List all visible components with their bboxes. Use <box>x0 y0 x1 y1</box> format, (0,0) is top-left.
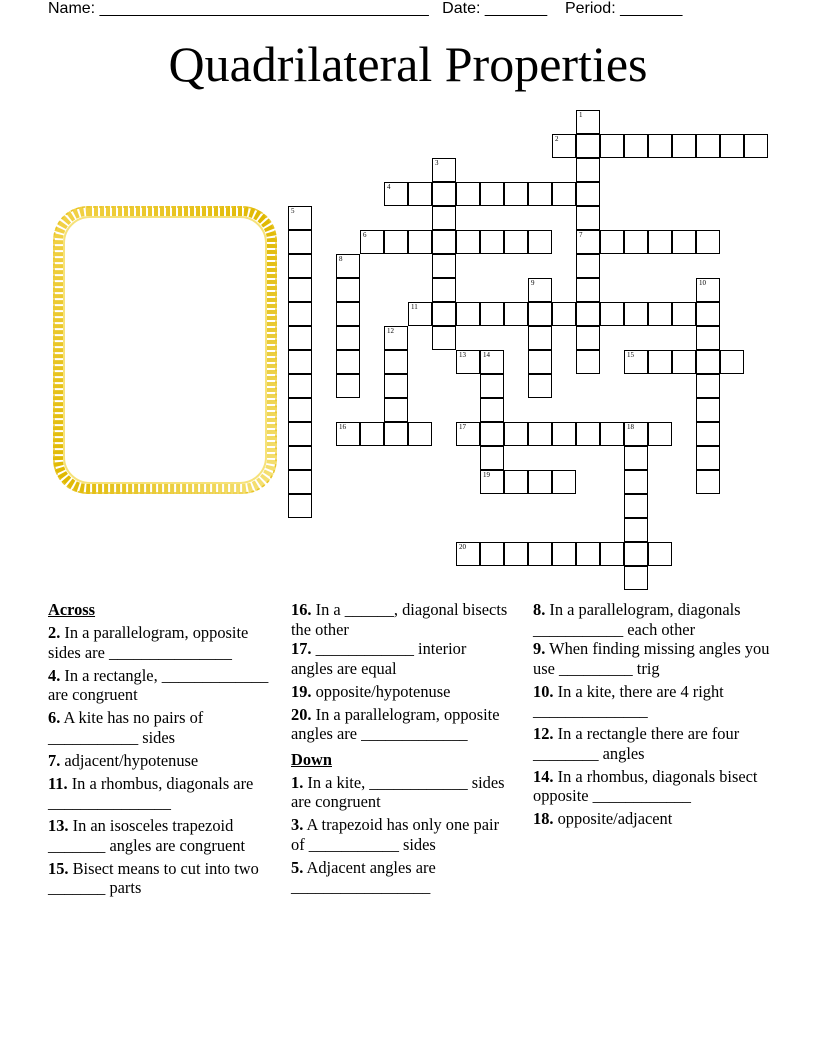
clue-text: opposite/adjacent <box>557 809 673 828</box>
clue-across-15 <box>48 859 284 898</box>
grid-cell[interactable] <box>480 422 504 446</box>
grid-cell[interactable] <box>720 350 744 374</box>
clue-text: In an isosceles trapezoid _______ angles are congruent <box>48 816 246 855</box>
clue-text: In a ______, diagonal bisects the other <box>291 600 512 639</box>
clue-number: 16. <box>291 600 312 619</box>
grid-cell[interactable] <box>504 230 528 254</box>
grid-cell[interactable] <box>576 278 600 302</box>
grid-cell[interactable] <box>696 302 720 326</box>
clue-down-9 <box>533 639 773 678</box>
grid-cell[interactable] <box>456 350 480 374</box>
grid-cell[interactable] <box>696 446 720 470</box>
clue-text: Adjacent angles are _________________ <box>291 857 440 896</box>
grid-cell[interactable] <box>672 302 696 326</box>
grid-cell[interactable] <box>696 278 720 302</box>
clue-text: In a rectangle there are four ________ angles <box>533 724 744 763</box>
grid-cell[interactable] <box>600 422 624 446</box>
grid-cell[interactable] <box>456 542 480 566</box>
grid-cell[interactable] <box>480 398 504 422</box>
clue-text: A kite has no pairs of ___________ sides <box>48 708 208 747</box>
grid-cell[interactable] <box>600 134 624 158</box>
grid-cell[interactable] <box>288 398 312 422</box>
period-label: Period: <box>564 0 616 17</box>
clue-text: In a rhombus, diagonals bisect opposite ____________ <box>533 766 762 805</box>
clue-number: 10. <box>533 681 554 701</box>
grid-cell[interactable] <box>480 230 504 254</box>
grid-cell[interactable] <box>288 422 312 446</box>
grid-cell[interactable] <box>408 230 432 254</box>
grid-cell[interactable] <box>336 278 360 302</box>
grid-cell[interactable] <box>576 158 600 182</box>
grid-cell[interactable] <box>528 542 552 566</box>
grid-cell[interactable] <box>528 326 552 350</box>
grid-cell[interactable] <box>696 134 720 158</box>
clue-number-label: 20 <box>459 543 466 551</box>
grid-cell[interactable] <box>288 302 312 326</box>
grid-cell[interactable] <box>336 374 360 398</box>
clue-text: ____________ interior angles are equal <box>291 639 471 678</box>
clue-number: 7. <box>48 750 61 770</box>
clue-number: 19. <box>291 681 312 701</box>
grid-cell[interactable] <box>624 494 648 518</box>
grid-cell[interactable] <box>648 302 672 326</box>
clue-down-12 <box>533 724 773 763</box>
clue-text: In a rhombus, diagonals are _______________ <box>48 773 258 812</box>
clue-number: 3. <box>291 815 304 834</box>
grid-cell[interactable] <box>288 206 312 230</box>
grid-cell[interactable] <box>384 422 408 446</box>
grid-cell[interactable] <box>288 254 312 278</box>
grid-cell[interactable] <box>600 230 624 254</box>
grid-cell[interactable] <box>432 278 456 302</box>
grid-cell[interactable] <box>504 542 528 566</box>
clue-number: 8. <box>533 600 546 619</box>
grid-cell[interactable] <box>624 446 648 470</box>
grid-cell[interactable] <box>672 350 696 374</box>
grid-cell[interactable] <box>528 470 552 494</box>
grid-cell[interactable] <box>696 350 720 374</box>
grid-cell[interactable] <box>624 518 648 542</box>
grid-cell[interactable] <box>528 350 552 374</box>
grid-cell[interactable] <box>696 230 720 254</box>
clue-number: 5. <box>291 857 304 877</box>
clue-number: 13. <box>48 816 69 835</box>
grid-cell[interactable] <box>696 470 720 494</box>
grid-cell[interactable] <box>384 326 408 350</box>
clue-number: 1. <box>291 772 304 792</box>
grid-cell[interactable] <box>480 542 504 566</box>
grid-cell[interactable] <box>552 302 576 326</box>
grid-cell[interactable] <box>384 374 408 398</box>
clue-number: 20. <box>291 704 312 724</box>
grid-cell[interactable] <box>576 134 600 158</box>
clue-text: In a parallelogram, diagonals ___________ each other <box>533 600 745 639</box>
grid-cell[interactable] <box>624 350 648 374</box>
grid-cell[interactable] <box>288 278 312 302</box>
clue-down-8 <box>533 600 773 639</box>
grid-cell[interactable] <box>360 230 384 254</box>
grid-cell[interactable] <box>336 350 360 374</box>
grid-cell[interactable] <box>288 446 312 470</box>
clue-number-label: 8 <box>339 255 343 263</box>
clues-column-2 <box>291 599 511 897</box>
grid-cell[interactable] <box>624 422 648 446</box>
clue-number: 2. <box>48 623 61 642</box>
worksheet-header <box>48 0 682 18</box>
clue-number-label: 2 <box>555 135 559 143</box>
grid-cell[interactable] <box>528 182 552 206</box>
grid-cell[interactable] <box>384 350 408 374</box>
clue-number: 18. <box>533 809 554 828</box>
grid-cell[interactable] <box>552 422 576 446</box>
grid-cell[interactable] <box>336 254 360 278</box>
grid-cell[interactable] <box>600 542 624 566</box>
clue-number-label: 3 <box>435 159 439 167</box>
grid-cell[interactable] <box>696 422 720 446</box>
grid-cell[interactable] <box>720 134 744 158</box>
grid-cell[interactable] <box>408 422 432 446</box>
grid-cell[interactable] <box>456 422 480 446</box>
clue-down-10 <box>533 682 773 721</box>
clue-across-6 <box>48 708 284 747</box>
clue-number-label: 9 <box>531 279 535 287</box>
clue-number: 11. <box>48 773 68 793</box>
grid-cell[interactable] <box>432 230 456 254</box>
clue-number-label: 10 <box>699 279 706 287</box>
clue-number-label: 5 <box>291 207 295 215</box>
clue-number-label: 12 <box>387 327 394 335</box>
clue-text: In a kite, there are 4 right ______________ <box>533 681 728 720</box>
grid-cell[interactable] <box>336 302 360 326</box>
grid-cell[interactable] <box>504 302 528 326</box>
grid-cell[interactable] <box>480 302 504 326</box>
grid-cell[interactable] <box>336 326 360 350</box>
across-heading: Across <box>48 600 96 619</box>
clue-number: 9. <box>533 639 546 658</box>
clue-across-4 <box>48 666 284 705</box>
clue-across-7 <box>48 751 284 771</box>
clue-text: opposite/hypotenuse <box>315 681 451 701</box>
name-blank[interactable]: _____________________________________ <box>99 0 429 17</box>
grid-cell[interactable] <box>528 422 552 446</box>
grid-cell[interactable] <box>456 182 480 206</box>
grid-cell[interactable] <box>432 158 456 182</box>
clue-text: Bisect means to cut into two _______ parts <box>48 858 263 897</box>
grid-cell[interactable] <box>480 182 504 206</box>
date-label: Date: <box>442 0 481 17</box>
grid-cell[interactable] <box>384 230 408 254</box>
clue-down-18 <box>533 809 773 829</box>
grid-cell[interactable] <box>480 446 504 470</box>
grid-cell[interactable] <box>624 542 648 566</box>
grid-cell[interactable] <box>504 182 528 206</box>
grid-cell[interactable] <box>696 374 720 398</box>
clue-down-5 <box>291 858 511 897</box>
clue-across-16 <box>291 600 511 639</box>
grid-cell[interactable] <box>384 182 408 206</box>
grid-cell[interactable] <box>480 374 504 398</box>
grid-cell[interactable] <box>456 302 480 326</box>
clue-number-label: 4 <box>387 183 391 191</box>
clue-down-14 <box>533 767 773 806</box>
clue-number-label: 11 <box>411 303 418 311</box>
grid-cell[interactable] <box>432 254 456 278</box>
grid-cell[interactable] <box>432 182 456 206</box>
grid-cell[interactable] <box>456 230 480 254</box>
clues-column-1 <box>48 599 284 898</box>
grid-cell[interactable] <box>624 134 648 158</box>
date-blank[interactable]: _______ <box>484 0 548 17</box>
clue-text: In a kite, ____________ sides are congruent <box>291 772 509 811</box>
grid-cell[interactable] <box>576 350 600 374</box>
grid-cell[interactable] <box>288 350 312 374</box>
clue-text: In a parallelogram, opposite angles are _____________ <box>291 704 504 743</box>
clue-text: In a parallelogram, opposite sides are _______________ <box>48 623 253 662</box>
clue-number: 12. <box>533 724 554 743</box>
grid-cell[interactable] <box>624 470 648 494</box>
grid-cell[interactable] <box>432 302 456 326</box>
page-title: Quadrilateral Properties <box>168 36 648 92</box>
clue-text: When finding missing angles you use _________ trig <box>533 639 774 678</box>
decorative-frame-icon <box>52 205 278 495</box>
clue-number: 14. <box>533 766 554 786</box>
period-blank[interactable]: _______ <box>620 0 683 17</box>
grid-cell[interactable] <box>504 470 528 494</box>
grid-cell[interactable] <box>576 422 600 446</box>
grid-cell[interactable] <box>648 134 672 158</box>
grid-cell[interactable] <box>576 326 600 350</box>
clue-across-13 <box>48 816 284 855</box>
grid-cell[interactable] <box>576 110 600 134</box>
grid-cell[interactable] <box>288 374 312 398</box>
grid-cell[interactable] <box>432 326 456 350</box>
clue-across-2 <box>48 623 284 662</box>
clue-number-label: 15 <box>627 351 634 359</box>
grid-cell[interactable] <box>504 422 528 446</box>
grid-cell[interactable] <box>624 566 648 590</box>
clue-number-label: 14 <box>483 351 490 359</box>
grid-cell[interactable] <box>288 470 312 494</box>
grid-cell[interactable] <box>648 422 672 446</box>
grid-cell[interactable] <box>696 398 720 422</box>
clue-text: In a rectangle, _____________ are congruent <box>48 665 273 704</box>
down-heading: Down <box>291 749 332 769</box>
clue-number: 6. <box>48 708 61 727</box>
name-label: Name: <box>48 0 96 17</box>
grid-cell[interactable] <box>384 398 408 422</box>
clue-across-11 <box>48 774 284 813</box>
grid-cell[interactable] <box>552 542 576 566</box>
clue-down-1 <box>291 773 511 812</box>
grid-cell[interactable] <box>696 326 720 350</box>
clue-number-label: 6 <box>363 231 367 239</box>
grid-cell[interactable] <box>576 206 600 230</box>
grid-cell[interactable] <box>408 302 432 326</box>
clue-number: 15. <box>48 858 69 878</box>
grid-cell[interactable] <box>672 134 696 158</box>
grid-cell[interactable] <box>288 494 312 518</box>
grid-cell[interactable] <box>528 230 552 254</box>
grid-cell[interactable] <box>576 182 600 206</box>
grid-cell[interactable] <box>648 350 672 374</box>
grid-cell[interactable] <box>552 134 576 158</box>
grid-cell[interactable] <box>480 470 504 494</box>
grid-cell[interactable] <box>576 230 600 254</box>
clue-text: adjacent/hypotenuse <box>64 750 199 770</box>
grid-cell[interactable] <box>360 422 384 446</box>
clue-number-label: 1 <box>579 111 583 119</box>
clue-number-label: 7 <box>579 231 583 239</box>
grid-cell[interactable] <box>672 230 696 254</box>
grid-cell[interactable] <box>576 302 600 326</box>
clue-across-20 <box>291 705 511 744</box>
clue-number-label: 17 <box>459 423 466 431</box>
clue-number-label: 13 <box>459 351 466 359</box>
clue-text: A trapezoid has only one pair of ___________ sides <box>291 815 504 854</box>
clue-number-label: 16 <box>339 423 346 431</box>
clue-down-3 <box>291 815 511 854</box>
grid-cell[interactable] <box>744 134 768 158</box>
clue-across-17 <box>291 639 511 678</box>
grid-cell[interactable] <box>408 182 432 206</box>
grid-cell[interactable] <box>624 302 648 326</box>
grid-cell[interactable] <box>624 230 648 254</box>
grid-cell[interactable] <box>336 422 360 446</box>
grid-cell[interactable] <box>648 542 672 566</box>
grid-cell[interactable] <box>528 302 552 326</box>
grid-cell[interactable] <box>288 230 312 254</box>
grid-cell[interactable] <box>528 374 552 398</box>
clues-column-3 <box>533 599 773 829</box>
clue-number: 4. <box>48 665 61 685</box>
clue-number-label: 19 <box>483 471 490 479</box>
grid-cell[interactable] <box>552 182 576 206</box>
grid-cell[interactable] <box>480 350 504 374</box>
clue-number: 17. <box>291 639 312 658</box>
clue-across-19 <box>291 682 511 702</box>
grid-cell[interactable] <box>528 278 552 302</box>
grid-cell[interactable] <box>552 470 576 494</box>
grid-cell[interactable] <box>576 254 600 278</box>
grid-cell[interactable] <box>288 326 312 350</box>
grid-cell[interactable] <box>432 206 456 230</box>
grid-cell[interactable] <box>648 230 672 254</box>
clue-number-label: 18 <box>627 423 634 431</box>
grid-cell[interactable] <box>576 542 600 566</box>
grid-cell[interactable] <box>600 302 624 326</box>
